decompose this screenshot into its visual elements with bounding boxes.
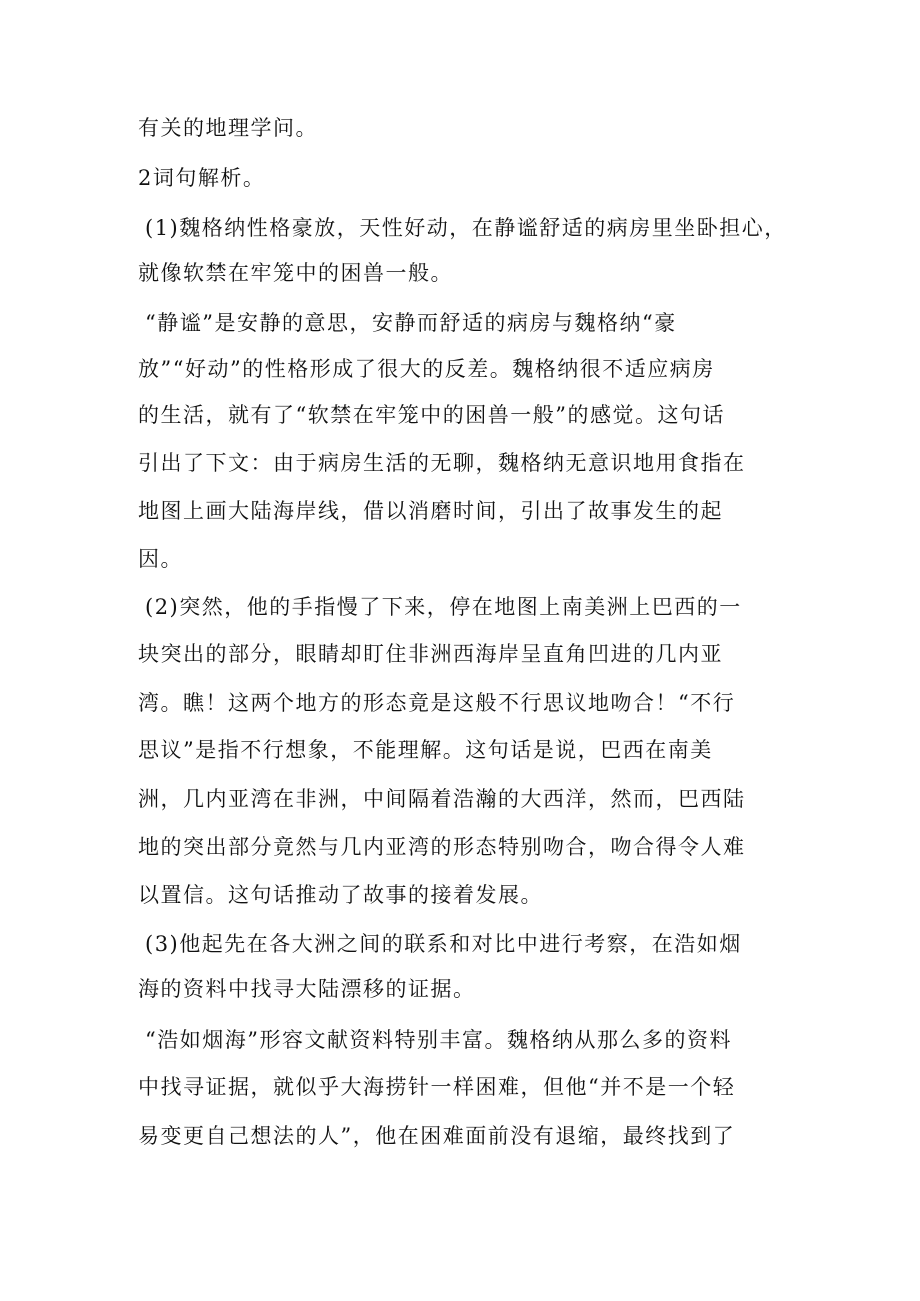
text-line: 海的资料中找寻大陆漂移的证据。 <box>138 977 476 1001</box>
text-line: 的生活，就有了“软禁在牢笼中的困兽一般”的感觉。这句话 <box>138 403 725 427</box>
text-line: 就像软禁在牢笼中的困兽一般。 <box>138 261 453 285</box>
text-line: 因。 <box>138 547 183 571</box>
text-line: 有关的地理学问。 <box>138 116 318 140</box>
text-line: 思议”是指不行想象，不能理解。这句话是说，巴西在南美 <box>138 738 713 762</box>
text-line: (2)突然，他的手指慢了下来，停在地图上南美洲上巴西的一 <box>145 595 742 619</box>
text-line: 地图上画大陆海岸线，借以消磨时间，引出了故事发生的起 <box>138 499 723 523</box>
text-line: 洲，几内亚湾在非洲，中间隔着浩瀚的大西洋，然而，巴西陆 <box>138 787 746 811</box>
text-line: 易变更自己想法的人”，他在困难面前没有退缩，最终找到了 <box>138 1124 736 1148</box>
text-line: (1)魏格纳性格豪放，天性好动，在静谧舒适的病房里坐卧担心， <box>145 216 787 240</box>
text-line: 引出了下文：由于病房生活的无聊，魏格纳无意识地用食指在 <box>138 451 746 475</box>
text-line: 块突出的部分，眼睛却盯住非洲西海岸呈直角凹进的几内亚 <box>138 642 723 666</box>
text-line: 地的突出部分竟然与几内亚湾的形态特别吻合，吻合得令人难 <box>138 835 746 859</box>
text-line: “浩如烟海”形容文献资料特别丰富。魏格纳从那么多的资料 <box>145 1028 732 1052</box>
text-line: 2词句解析。 <box>138 166 266 190</box>
text-line: (3)他起先在各大洲之间的联系和对比中进行考察，在浩如烟 <box>145 932 742 956</box>
text-line: 放”“好动”的性格形成了很大的反差。魏格纳很不适应病房 <box>138 357 715 381</box>
text-line: 以置信。这句话推动了故事的接着发展。 <box>138 883 543 907</box>
text-line: 湾。瞧！这两个地方的形态竟是这般不行思议地吻合！“不行 <box>138 691 736 715</box>
text-line: 中找寻证据，就似乎大海捞针一样困难，但他“并不是一个轻 <box>138 1075 736 1099</box>
text-line: “静谧”是安静的意思，安静而舒适的病房与魏格纳“豪 <box>145 311 677 335</box>
